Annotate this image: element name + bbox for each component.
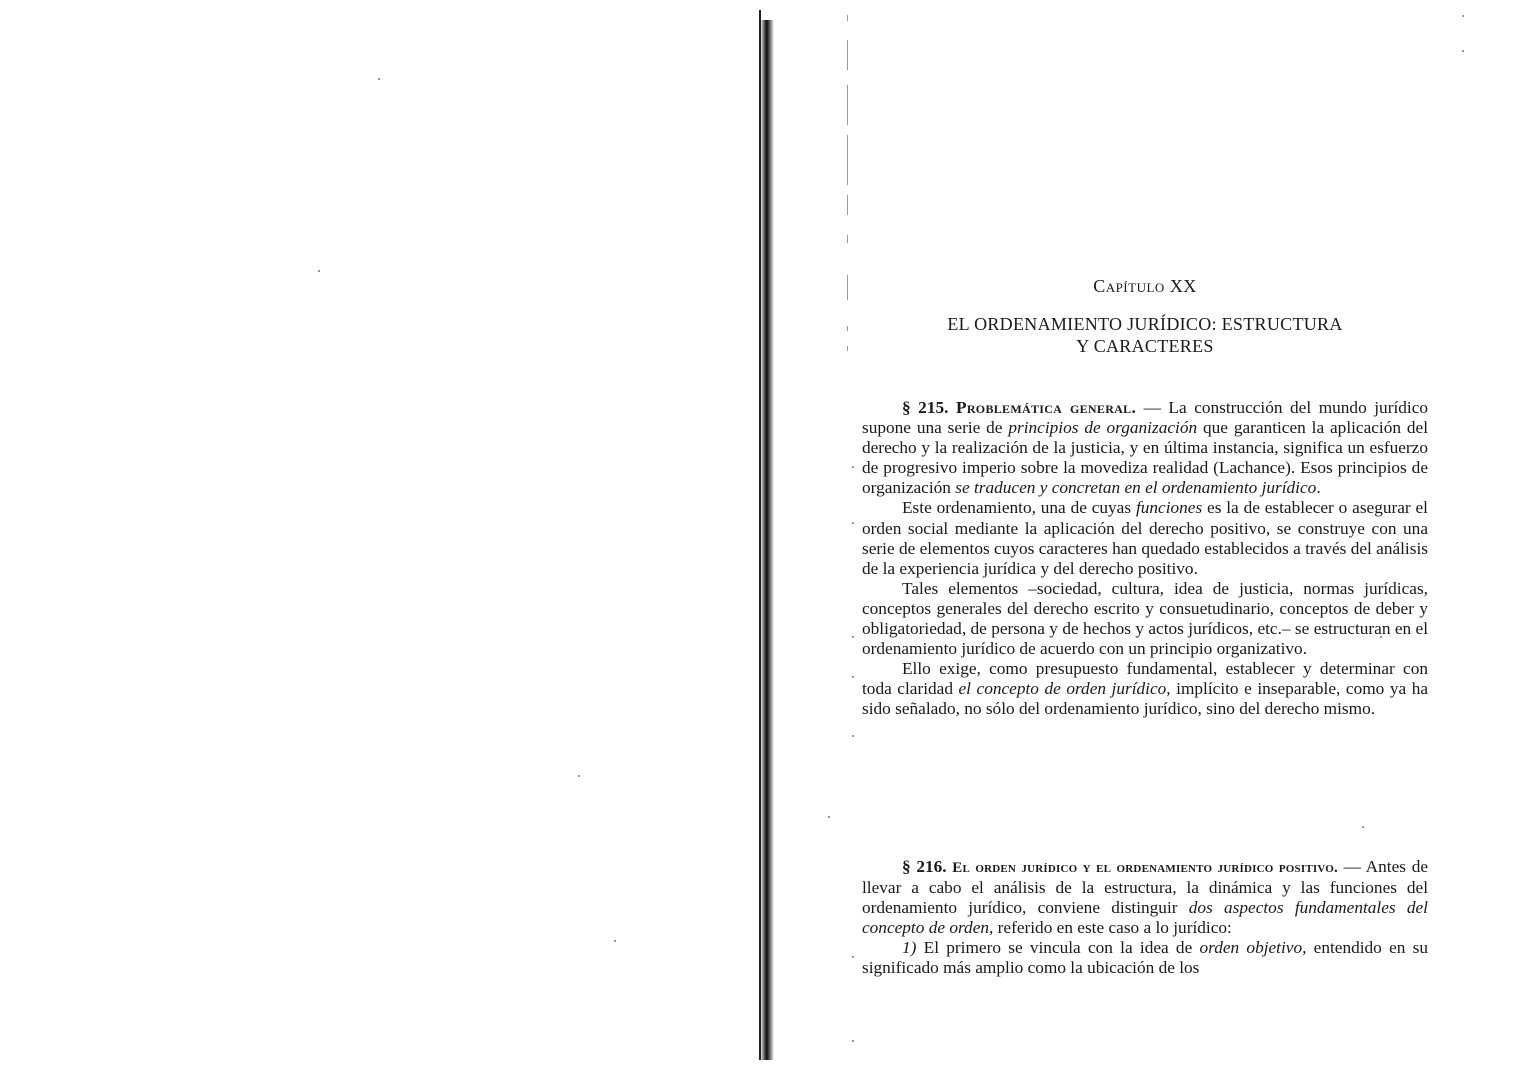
text-run: — Antes de llevar a cabo el análisis de la estructura, la dinámica y las funciones del ordenamiento jurídico, conviene distinguir — [862, 857, 1428, 918]
scan-speck — [828, 816, 830, 818]
chapter-title-line: Y CARACTERES — [1076, 336, 1214, 356]
chapter-title — [862, 313, 1428, 357]
chapter-number: XX — [1169, 276, 1197, 296]
margin-mark — [847, 235, 848, 243]
chapter-title-line: EL ORDENAMIENTO JURÍDICO: ESTRUCTURA — [947, 314, 1343, 334]
chapter-label — [862, 276, 1428, 297]
scan-speck — [852, 1040, 854, 1042]
paragraph — [862, 498, 1428, 578]
scan-speck — [318, 270, 320, 272]
text-run: implícito e inseparable, como ya ha sido señalado, no sólo del ordenamiento jurídico, sino del derecho mismo. — [862, 679, 1429, 719]
margin-mark — [847, 195, 848, 215]
text-run: El primero se vincula con la idea de — [916, 938, 1200, 958]
section-number: § 216. — [902, 857, 947, 876]
emphasis: principios de organización — [1008, 418, 1198, 438]
emphasis: funciones — [1135, 498, 1203, 518]
margin-mark — [847, 135, 848, 185]
emphasis: orden objetivo, — [1199, 938, 1307, 958]
paragraph — [862, 857, 1428, 938]
paragraph — [862, 659, 1428, 719]
emphasis: se traducen y concretan en el ordenamiento jurídico — [955, 478, 1317, 498]
text-run: referido en este caso a lo jurídico: — [993, 918, 1232, 938]
section-number: § 215. — [902, 398, 949, 417]
scan-speck — [852, 676, 854, 678]
scan-speck — [614, 940, 616, 942]
text-run: Este ordenamiento, una de cuyas — [902, 498, 1136, 518]
left-page-blank — [0, 0, 762, 1080]
text-run: es la de establecer o asegurar el orden social mediante la aplicación del derecho positivo, se construye con una serie de elementos cuyos caracteres han quedado establecidos a través del análisis de la experiencia jurídica y del derecho positivo. — [862, 498, 1428, 578]
chapter-word: Capítulo — [1093, 276, 1165, 296]
section-215 — [862, 398, 1428, 720]
margin-mark — [847, 40, 848, 70]
emphasis: el concepto de orden jurídico, — [958, 679, 1171, 699]
scan-speck — [852, 522, 854, 524]
scan-speck — [852, 956, 854, 958]
scan-speck — [852, 466, 854, 468]
margin-mark — [847, 85, 848, 125]
scan-speck — [1462, 50, 1464, 52]
scan-speck — [852, 636, 854, 638]
text-run: Ello exige, como presupuesto fundamental, establecer y determinar con toda claridad — [862, 659, 1428, 699]
scan-speck — [1462, 15, 1464, 17]
list-marker: 1) — [902, 938, 917, 958]
section-heading: Problemática general. — [955, 398, 1137, 417]
text-run: . — [1316, 478, 1321, 498]
book-gutter-edge — [759, 10, 761, 1060]
scan-speck — [378, 78, 380, 80]
margin-mark — [847, 275, 848, 300]
scan-speck — [1362, 826, 1364, 828]
margin-mark — [847, 326, 848, 331]
section-heading: El orden jurídico y el ordenamiento jurídico positivo. — [952, 860, 1338, 876]
emphasis: dos aspectos fundamentales del concepto de orden, — [862, 898, 1428, 938]
paragraph — [862, 938, 1428, 978]
section-216 — [862, 857, 1428, 979]
margin-mark — [847, 15, 848, 21]
margin-mark — [847, 346, 848, 351]
paragraph: Tales elementos –sociedad, cultura, idea de justicia, normas jurídicas, conceptos generales del derecho escrito y consuetudinario, conceptos de deber y obligatoriedad, de persona y de hechos y actos jurídicos, etc.– se estructuran en el ordenamiento jurídico de acuerdo con un principio organizativo. — [862, 578, 1428, 659]
paragraph — [862, 398, 1428, 498]
text-run: — La construcción del mundo jurídico supone una serie de — [862, 398, 1428, 438]
scan-speck — [852, 735, 854, 737]
text-run: entendido en su significado más amplio como la ubicación de los — [862, 938, 1428, 978]
scan-speck — [578, 775, 580, 777]
text-run: que garanticen la aplicación del derecho y la realización de la justicia, y en última instancia, significa un esfuerzo de progresivo imperio sobre la movediza realidad (Lachance). Esos principios de organización — [862, 418, 1429, 498]
